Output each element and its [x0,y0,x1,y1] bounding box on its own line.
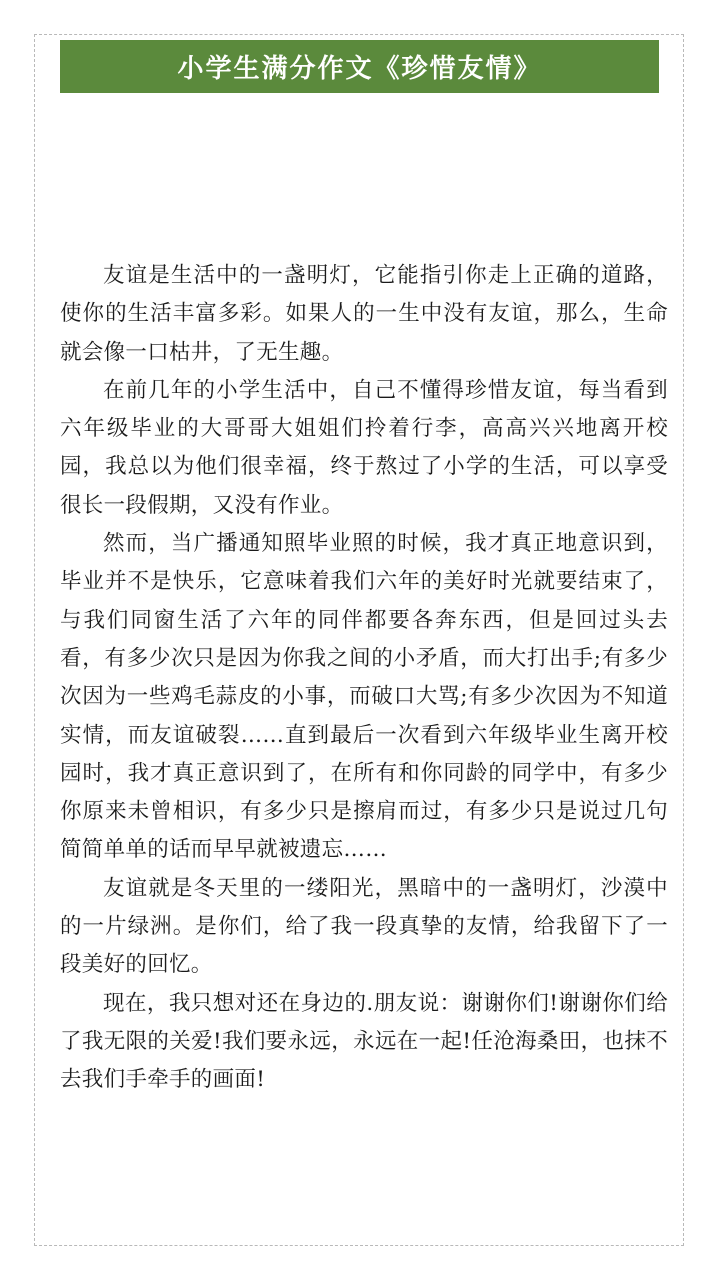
essay-body [60,257,668,1100]
paragraph-3: 然而，当广播通知照毕业照的时候，我才真正地意识到，毕业并不是快乐，它意味着我们六年的美好时光就要结束了，与我们同窗生活了六年的同伴都要各奔东西，但是回过头去看，有多少次只是因为你我之间的小矛盾，而大打出手;有多少次因为一些鸡毛蒜皮的小事，而破口大骂;有多少次因为不知道实情，而友谊破裂……直到最后一次看到六年级毕业生离开校园时，我才真正意识到了，在所有和你同龄的同学中，有多少你原来未曾相识，有多少只是擦肩而过，有多少只是说过几句简简单单的话而早早就被遗忘…… [60,531,668,863]
paragraph-5: 现在，我只想对还在身边的.朋友说：谢谢你们!谢谢你们给了我无限的关爱!我们要永远，永远在一起!任沧海桑田，也抹不去我们手牵手的画面! [60,990,668,1093]
page-title: 小学生满分作文《珍惜友情》 [177,54,542,84]
paragraph-1: 友谊是生活中的一盏明灯，它能指引你走上正确的道路，使你的生活丰富多彩。如果人的一生中没有友谊，那么，生命就会像一口枯井，了无生趣。 [60,263,668,365]
title-banner [60,40,659,93]
paragraph-4: 友谊就是冬天里的一缕阳光，黑暗中的一盏明灯，沙漠中的一片绿洲。是你们，给了我一段真挚的友情，给我留下了一段美好的回忆。 [60,875,668,978]
paragraph-2: 在前几年的小学生活中，自己不懂得珍惜友谊，每当看到六年级毕业的大哥哥大姐姐们拎着行李，高高兴兴地离开校园，我总以为他们很幸福，终于熬过了小学的生活，可以享受很长一段假期，又没有作业。 [60,377,668,518]
